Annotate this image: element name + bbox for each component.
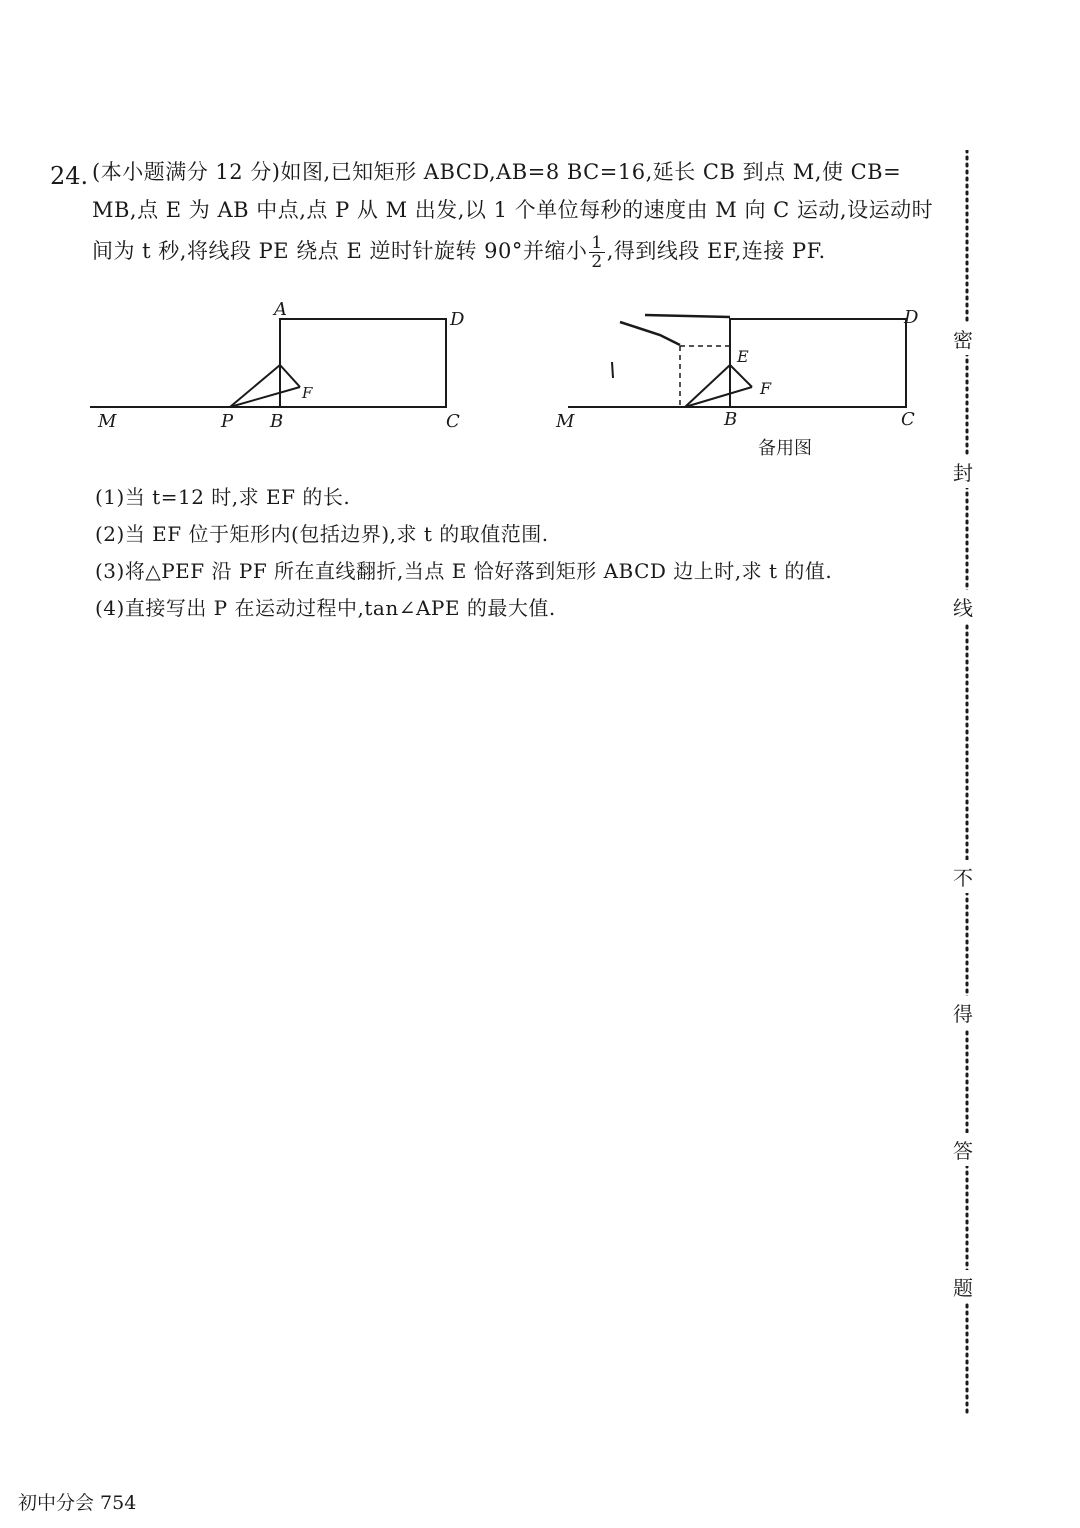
fig2-caption: 备用图 xyxy=(758,438,812,459)
fig1-label-d: D xyxy=(450,309,465,330)
figure-1 xyxy=(90,319,446,407)
fraction-numerator: 1 xyxy=(591,233,603,253)
problem-line-3 xyxy=(92,234,826,271)
seal-char-1: 密 xyxy=(953,322,973,355)
fig1-label-p: P xyxy=(221,411,234,432)
fig2-scribble-2 xyxy=(645,315,730,317)
fraction-one-half xyxy=(589,234,604,271)
question-1: (1)当 t=12 时,求 EF 的长. xyxy=(95,485,351,509)
fig2-label-b: B xyxy=(724,409,738,430)
seal-char-7: 题 xyxy=(953,1270,973,1303)
fig2-label-c: C xyxy=(901,409,915,430)
segment-ef xyxy=(280,365,300,387)
fig2-segment-ef xyxy=(730,365,752,387)
problem-line-3-text: 间为 t 秒,将线段 PE 绕点 E 逆时针旋转 90°并缩小 xyxy=(92,239,588,263)
question-4: (4)直接写出 P 在运动过程中,tan∠APE 的最大值. xyxy=(95,596,556,620)
fig2-label-e: E xyxy=(737,347,749,366)
fig2-rectangle xyxy=(730,319,906,407)
fig1-label-a: A xyxy=(274,299,287,320)
problem-line-2: MB,点 E 为 AB 中点,点 P 从 M 出发,以 1 个单位每秒的速度由 M 向 C 运动,设运动时 xyxy=(92,198,934,222)
fig2-scribble-3 xyxy=(612,362,613,378)
fig1-label-m: M xyxy=(98,411,117,432)
fig2-label-m: M xyxy=(556,411,575,432)
question-2: (2)当 EF 位于矩形内(包括边界),求 t 的取值范围. xyxy=(95,522,549,546)
seal-char-4: 不 xyxy=(953,860,973,893)
seal-char-2: 封 xyxy=(953,455,973,488)
question-3: (3)将△PEF 沿 PF 所在直线翻折,当点 E 恰好落到矩形 ABCD 边上时,求 t 的值. xyxy=(95,559,833,583)
problem-number: 24. xyxy=(50,162,89,190)
fig2-label-d: D xyxy=(904,307,919,328)
figures xyxy=(90,290,930,470)
fig1-label-f: F xyxy=(302,384,313,402)
seal-char-3: 线 xyxy=(953,590,973,623)
fig1-label-c: C xyxy=(446,411,460,432)
seal-char-5: 得 xyxy=(953,996,973,1029)
problem-line-1: (本小题满分 12 分)如图,已知矩形 ABCD,AB=8 BC=16,延长 CB 到点 M,使 CB= xyxy=(92,160,902,184)
fig1-label-b: B xyxy=(270,411,284,432)
fig2-label-f: F xyxy=(760,379,772,398)
fraction-denominator: 2 xyxy=(591,252,603,272)
fig2-scribble-1 xyxy=(620,322,680,345)
problem-line-3-end: ,得到线段 EF,连接 PF. xyxy=(606,239,826,263)
seal-char-6: 答 xyxy=(953,1133,973,1166)
page-footer: 初中分会 754 xyxy=(18,1492,137,1514)
